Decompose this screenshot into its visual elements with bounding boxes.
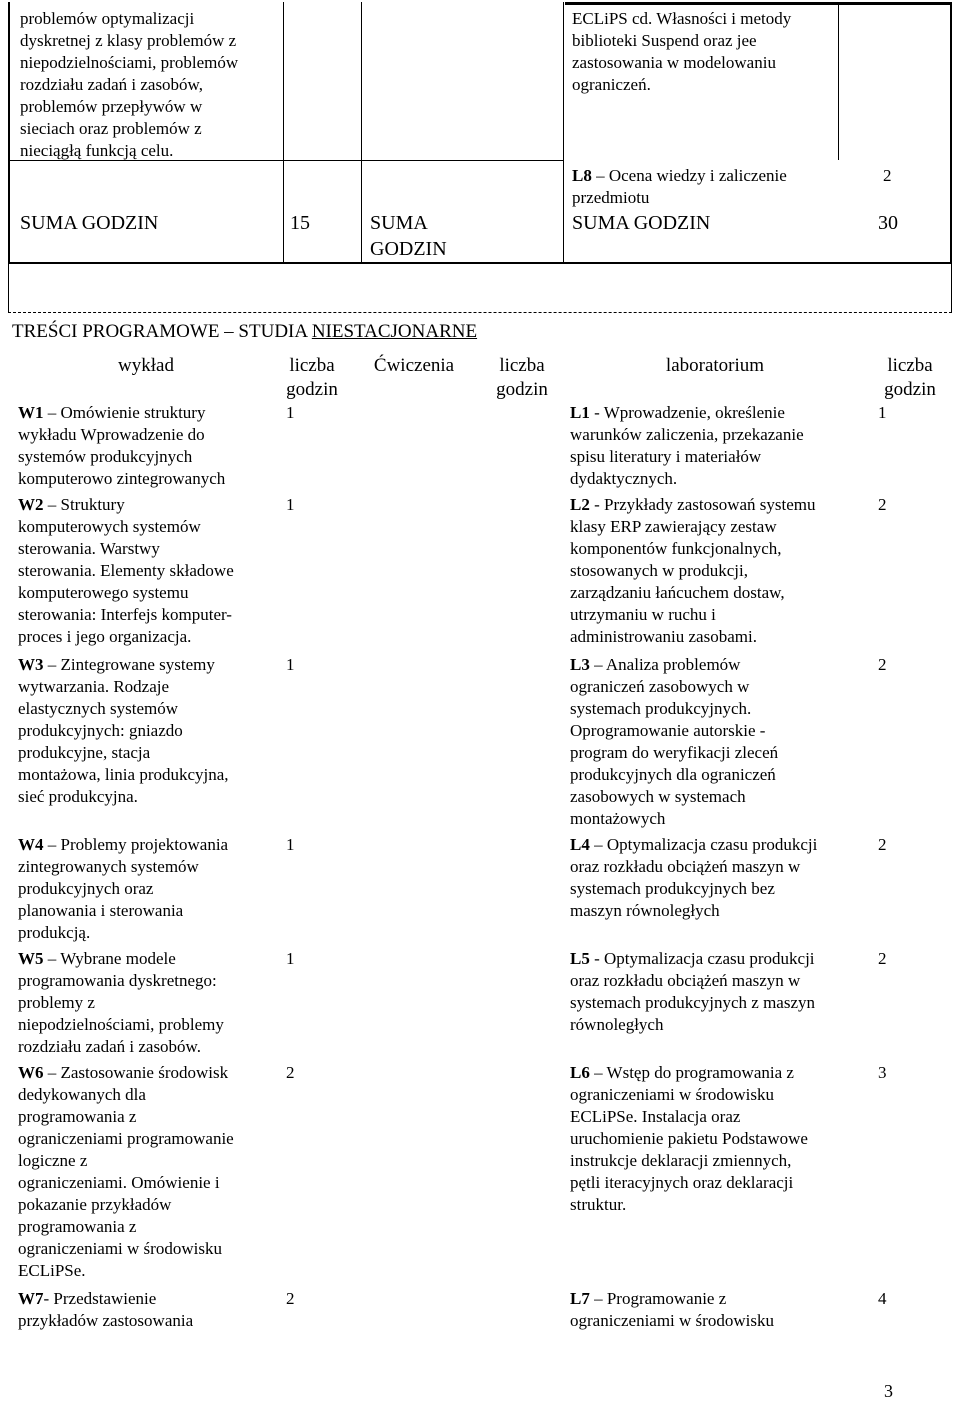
lab-description: – Wstęp do programowania z ograniczeniami w środowisku ECLiPSe. Instalacja oraz uruchomienie pakietu Podstawowe instrukcje deklaracji zmiennych, pętli iteracyjnych oraz deklaracji struktur.	[570, 1063, 808, 1214]
lecture-continuation-text: problemów optymalizacji dyskretnej z klasy problemów z niepodzielnościami, problemów rozdziału zadań i zasobów, problemów przepływów w sieciach oraz problemów z nieciągłą funkcją celu.	[20, 9, 239, 160]
sum-label-lab: SUMA GODZIN	[572, 212, 711, 234]
lab-description: – Programowanie z ograniczeniami w środowisku	[570, 1289, 774, 1330]
sum-label-exercises: SUMA GODZIN	[370, 212, 447, 260]
page-border	[8, 264, 9, 312]
header-laboratory: laboratorium	[665, 355, 765, 376]
lab-topic	[570, 402, 804, 490]
lecture-topic	[18, 948, 224, 1058]
lab-description: – Optymalizacja czasu produkcji oraz rozkładu obciążeń maszyn w systemach produkcyjnych bez maszyn równoległych	[570, 835, 818, 920]
lab-topic	[570, 948, 815, 1036]
lab-l8-text	[572, 165, 787, 209]
lab-code: L1	[570, 403, 590, 422]
lab-code: L2	[570, 495, 590, 514]
sum-value-lab: 30	[878, 212, 898, 234]
column-divider	[283, 2, 284, 262]
sum-label-lecture: SUMA GODZIN	[20, 212, 159, 234]
sum-value-lecture: 15	[290, 212, 310, 234]
lecture-hours: 2	[286, 1289, 295, 1308]
section-title	[12, 320, 477, 344]
section-separator	[8, 312, 952, 313]
lab-description: - Przykłady zastosowań systemu klasy ERP zawierający zestaw komponentów funkcjonalnych, stosowanych w produkcji, zarządzaniu łańcuchem dostaw, utrzymaniu w ruchu i administrowaniu zasobami.	[570, 495, 816, 646]
lab-hours: 4	[878, 1289, 887, 1308]
lab-topic	[570, 1062, 808, 1216]
lecture-hours: 1	[286, 835, 295, 854]
header-lab-hours: liczba godzin	[884, 355, 936, 400]
section-title-plain: TREŚCI PROGRAMOWE – STUDIA	[12, 321, 312, 342]
lab-code: L3	[570, 655, 590, 674]
lab-description: – Ocena wiedzy i zaliczenie przedmiotu	[572, 166, 787, 207]
lab-topic	[570, 834, 817, 922]
lab-hours: 2	[878, 495, 887, 514]
column-divider	[361, 2, 362, 262]
lab-topic	[570, 1288, 774, 1332]
lab-code: L6	[570, 1063, 590, 1082]
lab-hours: 2	[878, 949, 887, 968]
lab-hours: 3	[878, 1063, 887, 1082]
lecture-code: W6	[18, 1063, 44, 1082]
lecture-hours: 1	[286, 495, 295, 514]
lecture-topic	[18, 494, 234, 648]
lecture-hours: 1	[286, 655, 295, 674]
lab-description: - Wprowadzenie, określenie warunków zaliczenia, przekazanie spisu literatury i materiałów dydaktycznych.	[570, 403, 804, 488]
lab-code: L7	[570, 1289, 590, 1308]
column-divider	[838, 2, 839, 160]
lab-topic	[570, 494, 816, 648]
lab-description: – Analiza problemów ograniczeń zasobowych w systemach produkcyjnych. Oprogramowanie autorskie - program do weryfikacji zleceń produkcyjnych dla ograniczeń zasobowych w systemach montażowych	[570, 655, 779, 828]
lecture-topic	[18, 1062, 234, 1282]
lab-description: - Optymalizacja czasu produkcji oraz rozkładu obciążeń maszyn w systemach produkcyjnych z maszyn równoległych	[570, 949, 816, 1034]
lab-hours: 2	[878, 835, 887, 854]
header-lecture-hours: liczba godzin	[286, 355, 338, 400]
lecture-hours: 1	[286, 403, 295, 422]
lecture-description: – Problemy projektowania zintegrowanych systemów produkcyjnych oraz planowania i sterowania produkcją.	[18, 835, 229, 942]
header-exercises: Ćwiczenia	[373, 355, 455, 376]
lecture-hours: 2	[286, 1063, 295, 1082]
lecture-hours: 1	[286, 949, 295, 968]
lab-continuation-text: ECLiPS cd. Własności i metody biblioteki Suspend oraz jee zastosowania w modelowaniu ograniczeń.	[572, 9, 792, 94]
lecture-topic	[18, 1288, 193, 1332]
top-table	[8, 2, 952, 264]
column-divider	[563, 2, 564, 262]
lecture-topic	[18, 402, 225, 490]
page-border	[951, 264, 952, 312]
lecture-description: – Zastosowanie środowisk dedykowanych dla programowania z ograniczeniami programowanie logiczne z ograniczeniami. Omówienie i pokazanie przykładów programowania z ograniczeniami w środowisku ECLiPSe.	[18, 1063, 234, 1280]
lecture-description: – Omówienie struktury wykładu Wprowadzenie do systemów produkcyjnych komputerowo zintegrowanych	[18, 403, 226, 488]
header-exercises-hours: liczba godzin	[496, 355, 548, 400]
lab-code: L8	[572, 166, 592, 185]
section-title-underlined: NIESTACJONARNE	[311, 321, 478, 342]
lecture-topic	[18, 834, 228, 944]
lab-code: L4	[570, 835, 590, 854]
lecture-description: – Wybrane modele programowania dyskretnego: problemy z niepodzielnościami, problemy rozdziału zadań i zasobów.	[18, 949, 224, 1056]
table-border	[565, 2, 950, 5]
lecture-description: - Przedstawienie przykładów zastosowania	[18, 1289, 194, 1330]
lab-code: L5	[570, 949, 590, 968]
lecture-code: W7	[18, 1289, 44, 1308]
lecture-code: W4	[18, 835, 44, 854]
lab-hours: 2	[878, 655, 887, 674]
lecture-code: W5	[18, 949, 44, 968]
lecture-description: – Struktury komputerowych systemów sterowania. Warstwy sterowania. Elementy składowe komputerowego systemu sterowania: Interfejs komputer- proces i jego organizacja.	[18, 495, 234, 646]
lecture-description: – Zintegrowane systemy wytwarzania. Rodzaje elastycznych systemów produkcyjnych: gniazdo produkcyjne, stacja montażowa, linia produkcyjna, sieć produkcyjna.	[18, 655, 229, 806]
lab-topic	[570, 654, 778, 830]
lab-l8-hours: 2	[883, 166, 892, 185]
page-number: 3	[884, 1381, 893, 1401]
lab-hours: 1	[878, 403, 887, 422]
lecture-code: W3	[18, 655, 44, 674]
header-lecture: wykład	[118, 355, 174, 376]
lecture-topic	[18, 654, 229, 808]
lecture-code: W1	[18, 403, 44, 422]
lecture-code: W2	[18, 495, 44, 514]
